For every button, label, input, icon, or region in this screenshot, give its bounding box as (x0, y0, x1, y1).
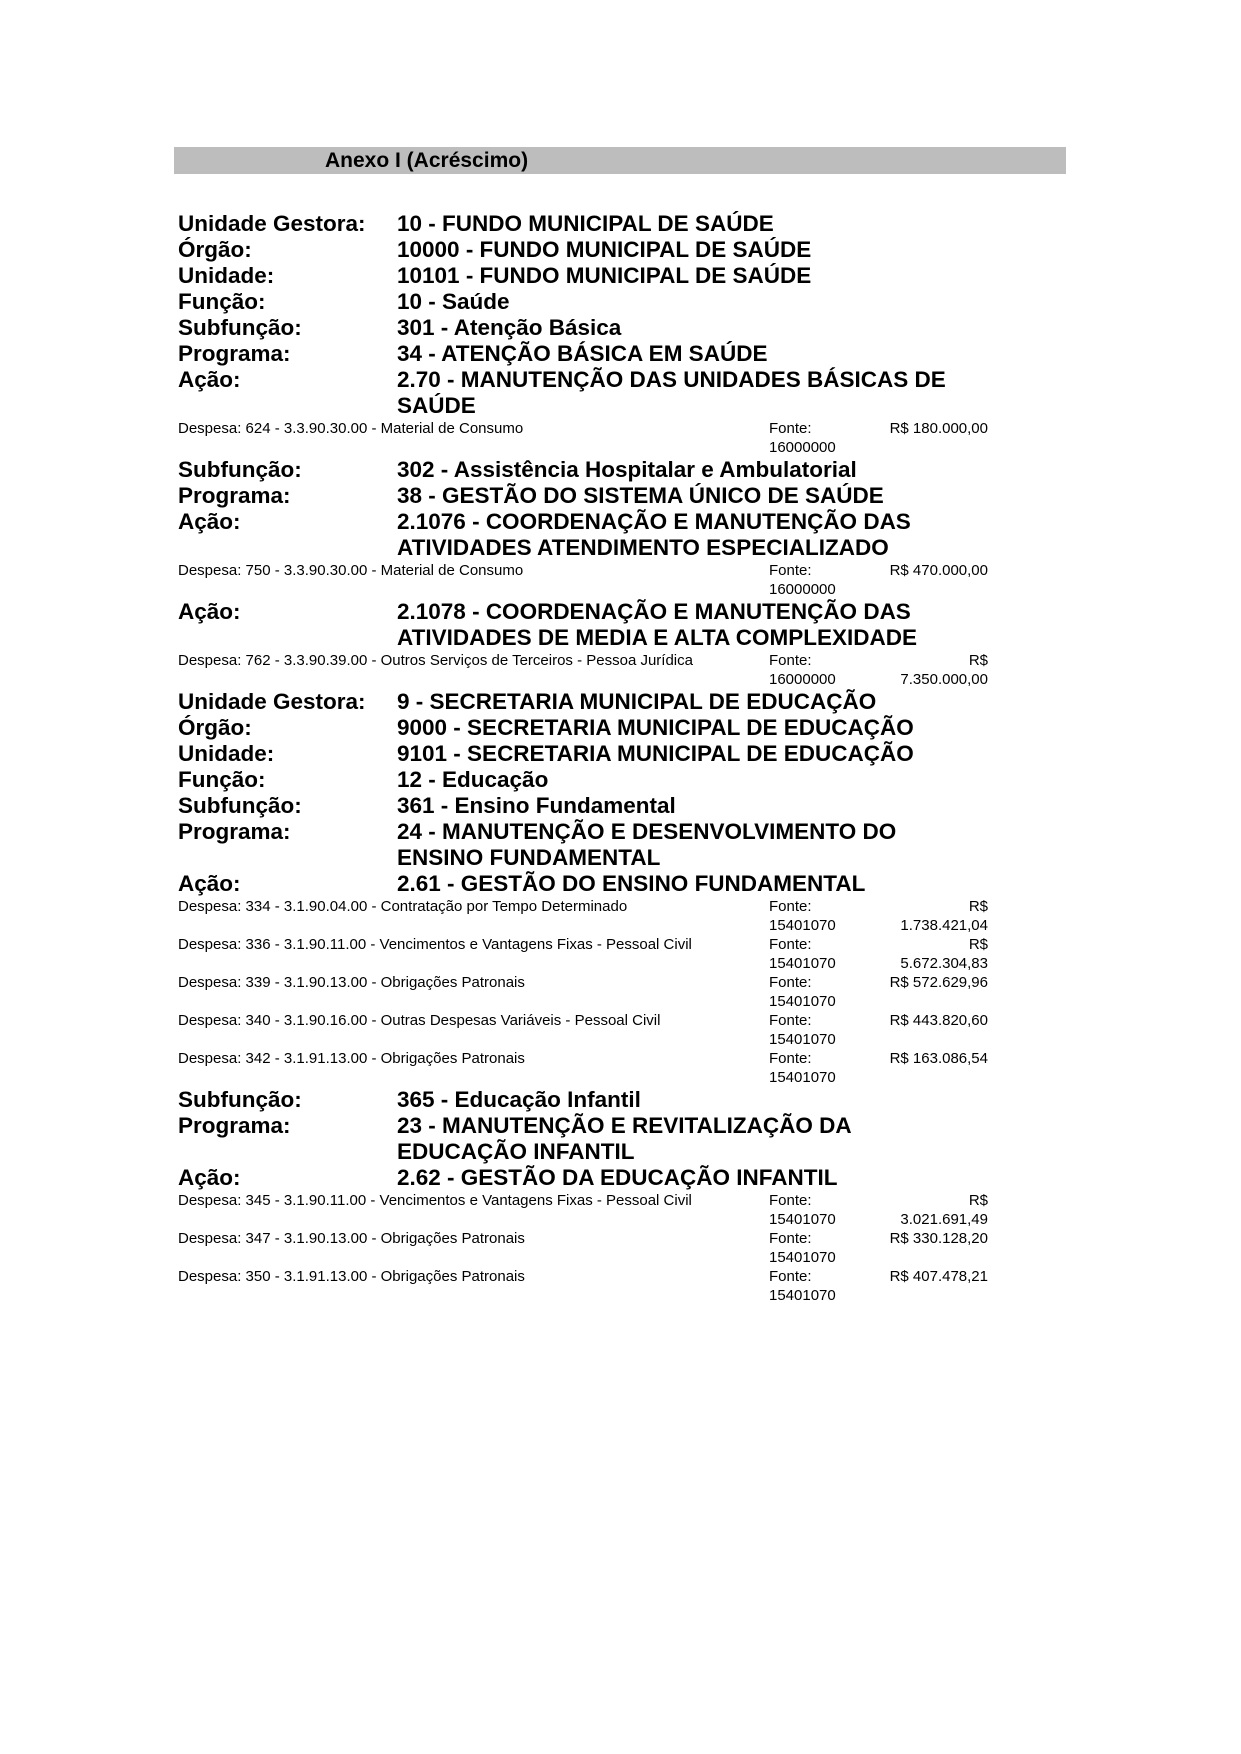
value: 2.1076 - COORDENAÇÃO E MANUTENÇÃO DAS ATIVIDADES ATENDIMENTO ESPECIALIZADO (397, 509, 911, 560)
label: Ação: (178, 1165, 241, 1190)
despesa-row (178, 1267, 1066, 1305)
value: 9000 - SECRETARIA MUNICIPAL DE EDUCAÇÃO (397, 715, 914, 740)
acao-row (178, 871, 1066, 897)
fonte (769, 1011, 881, 1049)
fonte-label: Fonte: (769, 562, 812, 579)
despesa-description: Despesa: 350 - 3.1.91.13.00 - Obrigações Patronais (178, 1268, 525, 1285)
despesa-row (178, 419, 1066, 457)
despesa-amount: R$ 3.021.691,49 (900, 1192, 988, 1228)
value: 361 - Ensino Fundamental (397, 793, 676, 818)
label: Programa: (178, 483, 291, 508)
value: 2.1078 - COORDENAÇÃO E MANUTENÇÃO DAS ATIVIDADES DE MEDIA E ALTA COMPLEXIDADE (397, 599, 918, 650)
label: Programa: (178, 819, 291, 844)
label: Ação: (178, 871, 241, 896)
fonte (769, 897, 881, 935)
fonte-code: 15401070 (769, 955, 836, 972)
document-title: Anexo I (Acréscimo) (325, 149, 529, 172)
fonte (769, 1229, 881, 1267)
value: 34 - ATENÇÃO BÁSICA EM SAÚDE (397, 341, 768, 366)
value: 23 - MANUTENÇÃO E REVITALIZAÇÃO DA EDUCAÇÃO INFANTIL (397, 1113, 851, 1164)
value: 2.61 - GESTÃO DO ENSINO FUNDAMENTAL (397, 871, 866, 896)
title-bar (174, 147, 1066, 174)
despesa-description: Despesa: 339 - 3.1.90.13.00 - Obrigações Patronais (178, 974, 525, 991)
value: 301 - Atenção Básica (397, 315, 622, 340)
fonte-label: Fonte: (769, 420, 812, 437)
despesa-description: Despesa: 336 - 3.1.90.11.00 - Vencimentos e Vantagens Fixas - Pessoal Civil (178, 936, 692, 953)
despesa-amount: R$ 5.672.304,83 (900, 936, 988, 972)
label: Unidade: (178, 741, 275, 766)
fonte (769, 1049, 881, 1087)
despesa-description: Despesa: 750 - 3.3.90.30.00 - Material de Consumo (178, 562, 524, 579)
label: Órgão: (178, 715, 252, 740)
despesa-row (178, 1229, 1066, 1267)
programa-row (178, 483, 1066, 509)
despesa-amount: R$ 443.820,60 (889, 1012, 988, 1029)
value: 10 - FUNDO MUNICIPAL DE SAÚDE (397, 211, 774, 236)
despesa-row (178, 897, 1066, 935)
document-content (174, 211, 1066, 1305)
fonte-code: 15401070 (769, 1249, 836, 1266)
subfuncao-row (178, 457, 1066, 483)
despesa-amount: R$ 180.000,00 (889, 420, 988, 437)
despesa-list (178, 897, 1066, 1087)
fonte-code: 15401070 (769, 993, 836, 1010)
fonte-label: Fonte: (769, 652, 812, 669)
value: 2.70 - MANUTENÇÃO DAS UNIDADES BÁSICAS DE SAÚDE (397, 367, 946, 418)
fonte-code: 16000000 (769, 439, 836, 456)
fonte-label: Fonte: (769, 1230, 812, 1247)
programa-row (178, 819, 1066, 871)
unidade-gestora-row (178, 689, 1066, 715)
fonte-code: 16000000 (769, 671, 836, 688)
value: 9101 - SECRETARIA MUNICIPAL DE EDUCAÇÃO (397, 741, 914, 766)
value: 10 - Saúde (397, 289, 510, 314)
unidade-row (178, 263, 1066, 289)
label: Unidade: (178, 263, 275, 288)
despesa-description: Despesa: 334 - 3.1.90.04.00 - Contratação por Tempo Determinado (178, 898, 628, 915)
fonte (769, 935, 881, 973)
fonte-label: Fonte: (769, 974, 812, 991)
despesa-row (178, 1049, 1066, 1087)
unidade-gestora-row (178, 211, 1066, 237)
label: Programa: (178, 341, 291, 366)
acao-row (178, 367, 1066, 419)
despesa-row (178, 973, 1066, 1011)
despesa-amount: R$ 572.629,96 (889, 974, 988, 991)
despesa-list (178, 1191, 1066, 1305)
despesa-description: Despesa: 347 - 3.1.90.13.00 - Obrigações Patronais (178, 1230, 525, 1247)
funcao-row (178, 289, 1066, 315)
label: Ação: (178, 599, 241, 624)
fonte (769, 651, 881, 689)
despesa-description: Despesa: 624 - 3.3.90.30.00 - Material de Consumo (178, 420, 524, 437)
despesa-amount: R$ 407.478,21 (889, 1268, 988, 1285)
despesa-row (178, 935, 1066, 973)
label: Órgão: (178, 237, 252, 262)
value: 10000 - FUNDO MUNICIPAL DE SAÚDE (397, 237, 812, 262)
acao-row (178, 599, 1066, 651)
despesa-row (178, 1011, 1066, 1049)
fonte-label: Fonte: (769, 1268, 812, 1285)
label: Subfunção: (178, 315, 302, 340)
label: Subfunção: (178, 457, 302, 482)
orgao-row (178, 237, 1066, 263)
label: Ação: (178, 509, 241, 534)
fonte (769, 419, 881, 457)
despesa-amount: R$ 470.000,00 (889, 562, 988, 579)
despesa-description: Despesa: 762 - 3.3.90.39.00 - Outros Serviços de Terceiros - Pessoa Jurídica (178, 652, 693, 669)
fonte-label: Fonte: (769, 1012, 812, 1029)
despesa-amount: R$ 1.738.421,04 (900, 898, 988, 934)
despesa-row (178, 651, 1066, 689)
programa-row (178, 1113, 1066, 1165)
label: Função: (178, 767, 266, 792)
value: 38 - GESTÃO DO SISTEMA ÚNICO DE SAÚDE (397, 483, 884, 508)
value: 9 - SECRETARIA MUNICIPAL DE EDUCAÇÃO (397, 689, 877, 714)
value: 24 - MANUTENÇÃO E DESENVOLVIMENTO DO ENSINO FUNDAMENTAL (397, 819, 897, 870)
fonte-code: 15401070 (769, 1211, 836, 1228)
label: Unidade Gestora: (178, 211, 366, 236)
despesa-description: Despesa: 342 - 3.1.91.13.00 - Obrigações Patronais (178, 1050, 525, 1067)
despesa-amount: R$ 7.350.000,00 (900, 652, 988, 688)
fonte (769, 561, 881, 599)
label: Função: (178, 289, 266, 314)
label: Ação: (178, 367, 241, 392)
fonte-code: 15401070 (769, 1031, 836, 1048)
subfuncao-row (178, 315, 1066, 341)
unidade-row (178, 741, 1066, 767)
fonte-label: Fonte: (769, 1192, 812, 1209)
value: 302 - Assistência Hospitalar e Ambulatorial (397, 457, 857, 482)
fonte-label: Fonte: (769, 1050, 812, 1067)
despesa-row (178, 561, 1066, 599)
fonte (769, 1267, 881, 1305)
subfuncao-row (178, 793, 1066, 819)
value: 12 - Educação (397, 767, 549, 792)
label: Programa: (178, 1113, 291, 1138)
despesa-row (178, 1191, 1066, 1229)
fonte-code: 16000000 (769, 581, 836, 598)
fonte-code: 15401070 (769, 1287, 836, 1304)
fonte (769, 973, 881, 1011)
label: Unidade Gestora: (178, 689, 366, 714)
acao-row (178, 1165, 1066, 1191)
document-page (174, 147, 1066, 1305)
fonte (769, 1191, 881, 1229)
programa-row (178, 341, 1066, 367)
despesa-amount: R$ 330.128,20 (889, 1230, 988, 1247)
orgao-row (178, 715, 1066, 741)
subfuncao-row (178, 1087, 1066, 1113)
value: 10101 - FUNDO MUNICIPAL DE SAÚDE (397, 263, 812, 288)
fonte-code: 15401070 (769, 1069, 836, 1086)
despesa-description: Despesa: 340 - 3.1.90.16.00 - Outras Despesas Variáveis - Pessoal Civil (178, 1012, 661, 1029)
despesa-amount: R$ 163.086,54 (889, 1050, 988, 1067)
acao-row (178, 509, 1066, 561)
fonte-label: Fonte: (769, 898, 812, 915)
value: 365 - Educação Infantil (397, 1087, 641, 1112)
label: Subfunção: (178, 793, 302, 818)
label: Subfunção: (178, 1087, 302, 1112)
fonte-code: 15401070 (769, 917, 836, 934)
fonte-label: Fonte: (769, 936, 812, 953)
value: 2.62 - GESTÃO DA EDUCAÇÃO INFANTIL (397, 1165, 838, 1190)
funcao-row (178, 767, 1066, 793)
despesa-description: Despesa: 345 - 3.1.90.11.00 - Vencimentos e Vantagens Fixas - Pessoal Civil (178, 1192, 692, 1209)
